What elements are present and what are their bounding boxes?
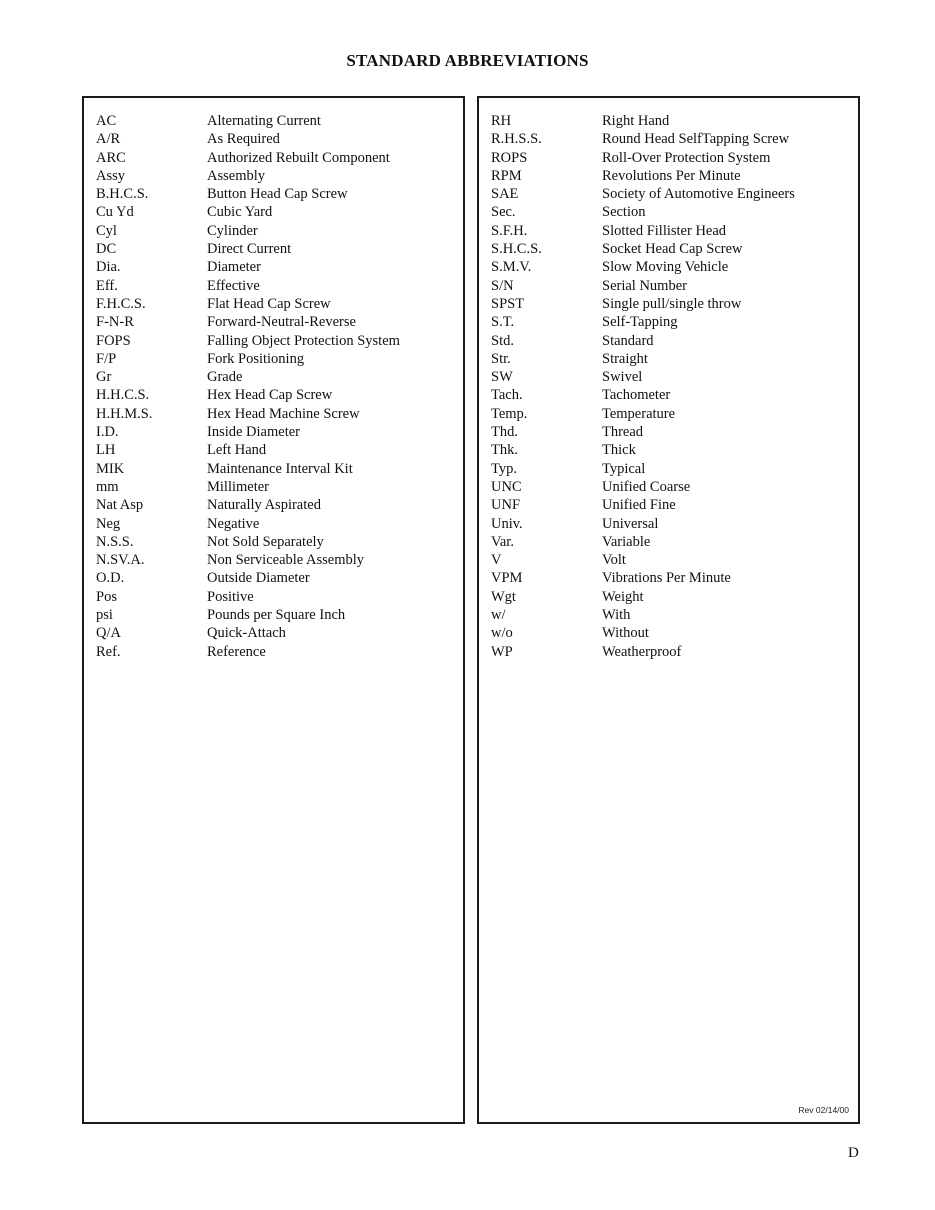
abbreviation-row <box>491 185 854 203</box>
abbreviation-row <box>96 441 459 459</box>
abbreviation-code: psi <box>96 607 113 624</box>
abbreviation-code: N.S.S. <box>96 533 134 550</box>
abbreviation-row <box>491 149 854 167</box>
abbreviation-code: S.H.C.S. <box>491 241 542 258</box>
abbreviation-meaning: Roll-Over Protection System <box>602 149 771 166</box>
abbreviation-row <box>96 149 459 167</box>
abbreviation-row <box>96 350 459 368</box>
abbreviation-code: UNC <box>491 478 522 495</box>
abbreviation-code: Str. <box>491 350 511 367</box>
abbreviation-meaning: Self-Tapping <box>602 314 678 331</box>
abbreviation-code: w/o <box>491 625 513 642</box>
abbreviation-row <box>491 569 854 587</box>
abbreviation-meaning: Standard <box>602 332 654 349</box>
abbreviation-row <box>491 130 854 148</box>
abbreviation-code: R.H.S.S. <box>491 131 542 148</box>
abbreviation-meaning: Inside Diameter <box>207 424 301 441</box>
abbreviation-code: A/R <box>96 131 121 148</box>
abbreviation-row <box>96 368 459 386</box>
abbreviation-code: Ref. <box>96 643 121 660</box>
abbreviation-meaning: Slow Moving Vehicle <box>602 259 729 276</box>
abbreviation-row <box>96 643 459 661</box>
abbreviation-code: FOPS <box>96 332 131 349</box>
abbreviation-code: SW <box>491 369 513 386</box>
abbreviation-row <box>491 441 854 459</box>
abbreviation-row <box>96 423 459 441</box>
abbreviation-row <box>491 222 854 240</box>
abbreviation-row <box>96 313 459 331</box>
abbreviation-code: Thd. <box>491 424 518 441</box>
abbreviation-row <box>96 258 459 276</box>
abbreviation-meaning: Right Hand <box>602 113 670 129</box>
abbreviation-meaning: Falling Object Protection System <box>207 332 400 349</box>
abbreviation-row <box>96 588 459 606</box>
abbreviation-code: O.D. <box>96 570 125 587</box>
abbreviation-meaning: Flat Head Cap Screw <box>207 295 331 312</box>
abbreviation-row <box>491 112 854 130</box>
abbreviation-row <box>491 606 854 624</box>
abbreviation-meaning: Millimeter <box>207 478 270 495</box>
abbreviation-code: B.H.C.S. <box>96 186 149 203</box>
abbreviation-row <box>96 515 459 533</box>
abbreviation-meaning: Fork Positioning <box>207 350 305 367</box>
abbreviation-list-right <box>491 112 854 661</box>
abbreviation-meaning: With <box>602 607 631 624</box>
abbreviation-code: F-N-R <box>96 314 134 331</box>
page-letter: D <box>848 1145 859 1161</box>
abbreviation-code: Tach. <box>491 387 523 404</box>
abbreviation-code: ROPS <box>491 149 528 166</box>
abbreviation-meaning: Pounds per Square Inch <box>207 607 346 624</box>
revision-date: Rev 02/14/00 <box>798 1105 849 1115</box>
abbreviation-row <box>491 460 854 478</box>
abbreviation-meaning: Round Head SelfTapping Screw <box>602 131 790 148</box>
abbreviation-row <box>96 112 459 130</box>
abbreviations-panel-right <box>477 96 860 1124</box>
abbreviation-meaning: Variable <box>602 533 651 550</box>
abbreviation-row <box>96 569 459 587</box>
abbreviation-meaning: Assembly <box>207 167 265 184</box>
abbreviation-meaning: Tachometer <box>602 387 671 404</box>
abbreviation-row <box>96 332 459 350</box>
abbreviation-meaning: Serial Number <box>602 277 687 294</box>
abbreviation-meaning: Forward-Neutral-Reverse <box>207 314 356 331</box>
abbreviation-code: Univ. <box>491 515 523 532</box>
abbreviation-row <box>96 277 459 295</box>
abbreviation-row <box>491 313 854 331</box>
abbreviation-row <box>96 386 459 404</box>
abbreviation-row <box>491 478 854 496</box>
abbreviation-code: Typ. <box>491 460 517 477</box>
abbreviation-code: S.F.H. <box>491 222 528 239</box>
abbreviation-code: UNF <box>491 497 521 514</box>
abbreviation-row <box>491 551 854 569</box>
abbreviation-row <box>491 643 854 661</box>
abbreviation-row <box>96 185 459 203</box>
abbreviation-meaning: Outside Diameter <box>207 570 310 587</box>
abbreviation-meaning: Hex Head Machine Screw <box>207 405 360 422</box>
abbreviation-row <box>491 277 854 295</box>
abbreviations-panel-left <box>82 96 465 1124</box>
abbreviation-list-left <box>96 112 459 661</box>
abbreviation-meaning: Authorized Rebuilt Component <box>207 149 390 166</box>
abbreviation-code: N.SV.A. <box>96 552 145 569</box>
abbreviation-meaning: Section <box>602 204 646 221</box>
abbreviation-row <box>96 606 459 624</box>
abbreviation-meaning: Temperature <box>602 405 676 422</box>
abbreviation-row <box>491 423 854 441</box>
abbreviation-code: S/N <box>491 277 514 294</box>
abbreviation-row <box>96 496 459 514</box>
abbreviation-meaning: Thick <box>602 442 636 459</box>
abbreviation-code: Temp. <box>491 405 528 422</box>
abbreviation-code: F.H.C.S. <box>96 295 146 312</box>
abbreviation-code: mm <box>96 478 119 495</box>
abbreviation-code: Q/A <box>96 625 121 642</box>
abbreviation-meaning: Diameter <box>207 259 261 276</box>
abbreviation-row <box>96 203 459 221</box>
abbreviation-row <box>96 405 459 423</box>
abbreviation-meaning: Non Serviceable Assembly <box>207 552 365 569</box>
abbreviation-meaning: Swivel <box>602 369 643 386</box>
abbreviation-meaning: Thread <box>602 424 644 441</box>
abbreviation-row <box>96 167 459 185</box>
abbreviation-code: Wgt <box>491 588 516 605</box>
abbreviation-meaning: Weatherproof <box>602 643 682 660</box>
abbreviation-code: Nat Asp <box>96 497 144 514</box>
abbreviation-meaning: Volt <box>602 552 626 569</box>
abbreviation-meaning: Positive <box>207 588 254 605</box>
abbreviation-code: Var. <box>491 533 514 550</box>
abbreviation-row <box>96 478 459 496</box>
abbreviation-code: Eff. <box>96 277 118 294</box>
abbreviation-meaning: Not Sold Separately <box>207 533 324 550</box>
abbreviation-row <box>491 167 854 185</box>
abbreviation-code: H.H.C.S. <box>96 387 150 404</box>
abbreviation-code: VPM <box>491 570 523 587</box>
abbreviation-meaning: Society of Automotive Engineers <box>602 186 795 203</box>
abbreviation-row <box>491 258 854 276</box>
abbreviation-meaning: Hex Head Cap Screw <box>207 387 333 404</box>
abbreviation-meaning: Unified Fine <box>602 497 676 514</box>
abbreviation-meaning: Grade <box>207 369 243 386</box>
abbreviation-code: w/ <box>491 607 506 624</box>
abbreviation-code: SAE <box>491 186 519 203</box>
abbreviation-row <box>491 533 854 551</box>
abbreviation-code: AC <box>96 113 117 129</box>
abbreviation-code: WP <box>491 643 513 660</box>
abbreviation-meaning: Slotted Fillister Head <box>602 222 727 239</box>
abbreviation-row <box>491 368 854 386</box>
abbreviation-code: RPM <box>491 167 522 184</box>
abbreviation-row <box>491 332 854 350</box>
abbreviation-row <box>491 515 854 533</box>
abbreviation-row <box>96 551 459 569</box>
abbreviation-row <box>96 130 459 148</box>
abbreviation-meaning: Button Head Cap Screw <box>207 186 348 203</box>
abbreviation-meaning: Alternating Current <box>207 113 321 129</box>
abbreviation-code: V <box>491 552 502 569</box>
abbreviation-row <box>491 496 854 514</box>
abbreviation-code: Gr <box>96 369 112 386</box>
abbreviation-code: Sec. <box>491 204 516 221</box>
abbreviation-row <box>96 295 459 313</box>
abbreviation-code: S.M.V. <box>491 259 532 276</box>
abbreviation-meaning: Effective <box>207 277 260 294</box>
abbreviation-meaning: Socket Head Cap Screw <box>602 241 743 258</box>
abbreviation-meaning: Unified Coarse <box>602 478 691 495</box>
abbreviation-meaning: Weight <box>602 588 644 605</box>
abbreviation-row <box>491 588 854 606</box>
abbreviation-code: H.H.M.S. <box>96 405 153 422</box>
abbreviation-row <box>491 203 854 221</box>
abbreviation-code: RH <box>491 113 512 129</box>
abbreviation-meaning: Left Hand <box>207 442 267 459</box>
abbreviation-row <box>491 386 854 404</box>
abbreviation-meaning: Reference <box>207 643 266 660</box>
abbreviation-code: DC <box>96 241 117 258</box>
abbreviation-meaning: Negative <box>207 515 260 532</box>
abbreviation-meaning: Quick-Attach <box>207 625 286 642</box>
abbreviation-code: Neg <box>96 515 121 532</box>
abbreviation-meaning: Straight <box>602 350 648 367</box>
abbreviation-code: Assy <box>96 167 126 184</box>
abbreviation-meaning: Revolutions Per Minute <box>602 167 741 184</box>
abbreviation-row <box>491 405 854 423</box>
abbreviation-code: Pos <box>96 588 117 605</box>
abbreviation-code: Cu Yd <box>96 204 134 221</box>
abbreviation-code: Dia. <box>96 259 121 276</box>
abbreviation-row <box>96 222 459 240</box>
abbreviation-meaning: Maintenance Interval Kit <box>207 460 353 477</box>
abbreviation-meaning: Cubic Yard <box>207 204 273 221</box>
abbreviation-code: S.T. <box>491 314 515 331</box>
abbreviation-code: F/P <box>96 350 117 367</box>
abbreviation-meaning: Without <box>602 625 649 642</box>
abbreviation-meaning: Cylinder <box>207 222 258 239</box>
abbreviation-code: Cyl <box>96 222 117 239</box>
abbreviation-meaning: As Required <box>207 131 280 148</box>
abbreviation-meaning: Single pull/single throw <box>602 295 742 312</box>
abbreviation-meaning: Vibrations Per Minute <box>602 570 731 587</box>
abbreviation-code: ARC <box>96 149 126 166</box>
abbreviation-row <box>491 350 854 368</box>
abbreviation-meaning: Universal <box>602 515 659 532</box>
abbreviation-code: SPST <box>491 295 525 312</box>
abbreviation-code: LH <box>96 442 116 459</box>
abbreviation-row <box>96 533 459 551</box>
abbreviation-row <box>491 295 854 313</box>
abbreviation-meaning: Direct Current <box>207 241 292 258</box>
abbreviation-code: I.D. <box>96 424 119 441</box>
abbreviation-code: MIK <box>96 460 125 477</box>
abbreviation-row <box>491 624 854 642</box>
abbreviation-code: Thk. <box>491 442 518 459</box>
abbreviation-code: Std. <box>491 332 514 349</box>
page-title: STANDARD ABBREVIATIONS <box>346 51 589 70</box>
abbreviation-meaning: Naturally Aspirated <box>207 497 321 514</box>
abbreviation-meaning: Typical <box>602 460 646 477</box>
abbreviation-row <box>96 240 459 258</box>
abbreviation-row <box>96 624 459 642</box>
abbreviation-row <box>491 240 854 258</box>
abbreviation-row <box>96 460 459 478</box>
